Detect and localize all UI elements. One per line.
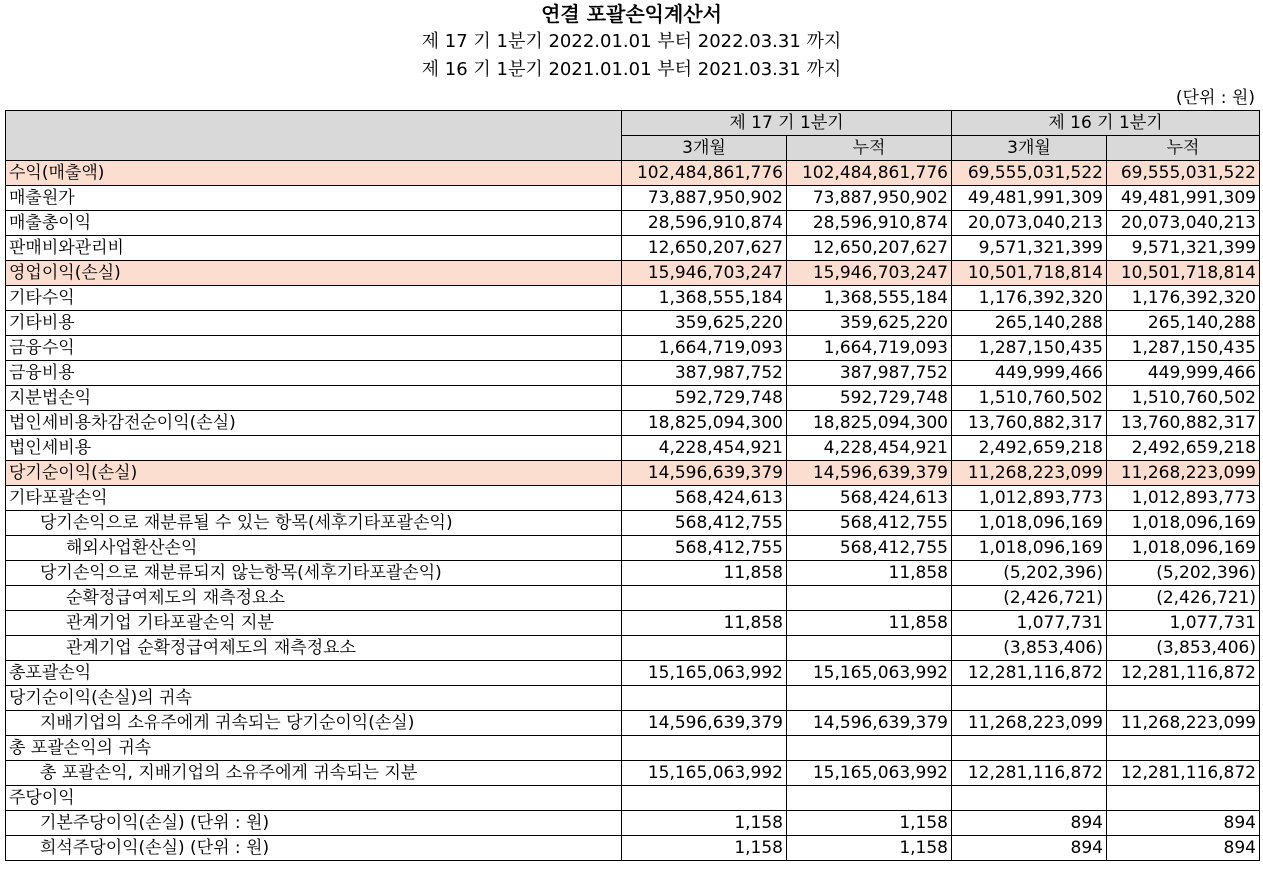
table-row [6,836,1260,861]
value-cell-col3 [952,736,1107,761]
value-cell-col4: 1,018,096,169 [1107,536,1260,561]
table-row [6,786,1260,811]
value-cell-col1: 11,858 [622,611,787,636]
value-cell-col1: 1,158 [622,811,787,836]
value-cell-col3: 1,018,096,169 [952,536,1107,561]
value-cell-col3: 20,073,040,213 [952,211,1107,236]
row-label: 수익(매출액) [6,161,622,186]
value-cell-col4: 2,492,659,218 [1107,436,1260,461]
value-cell-col2: 18,825,094,300 [787,411,952,436]
value-cell-col3: 9,571,321,399 [952,236,1107,261]
value-cell-col1: 28,596,910,874 [622,211,787,236]
table-row [6,711,1260,736]
header-cumulative-prior: 누적 [1107,136,1260,161]
value-cell-col4: 11,268,223,099 [1107,461,1260,486]
value-cell-col3: 2,492,659,218 [952,436,1107,461]
value-cell-col4: 1,287,150,435 [1107,336,1260,361]
table-row [6,236,1260,261]
period-prior: 제 16 기 1분기 2021.01.01 부터 2021.03.31 까지 [421,59,842,80]
value-cell-col3: 1,012,893,773 [952,486,1107,511]
table-row [6,586,1260,611]
value-cell-col2: 15,946,703,247 [787,261,952,286]
value-cell-col1: 15,165,063,992 [622,661,787,686]
row-label: 매출총이익 [6,211,622,236]
table-row [6,186,1260,211]
value-cell-col1: 568,412,755 [622,536,787,561]
value-cell-col4: 10,501,718,814 [1107,261,1260,286]
row-label: 법인세비용차감전순이익(손실) [6,411,622,436]
row-label: 기타수익 [6,286,622,311]
value-cell-col4: (3,853,406) [1107,636,1260,661]
value-cell-col4: 12,281,116,872 [1107,761,1260,786]
value-cell-col4: 13,760,882,317 [1107,411,1260,436]
header-row-periods [6,111,1260,136]
value-cell-col4: 12,281,116,872 [1107,661,1260,686]
row-label: 금융비용 [6,361,622,386]
table-row [6,761,1260,786]
value-cell-col1: 12,650,207,627 [622,236,787,261]
table-row [6,286,1260,311]
row-label: 기타비용 [6,311,622,336]
value-cell-col2: 11,858 [787,611,952,636]
value-cell-col4: 894 [1107,836,1260,861]
value-cell-col1 [622,786,787,811]
row-label: 기본주당이익(손실) (단위 : 원) [6,811,622,836]
value-cell-col1 [622,636,787,661]
row-label: 판매비와관리비 [6,236,622,261]
value-cell-col4: 1,012,893,773 [1107,486,1260,511]
table-row [6,736,1260,761]
row-label: 당기손익으로 재분류되지 않는항목(세후기타포괄손익) [6,561,622,586]
table-row [6,436,1260,461]
value-cell-col1: 387,987,752 [622,361,787,386]
value-cell-col4: (2,426,721) [1107,586,1260,611]
row-label: 총 포괄손익, 지배기업의 소유주에게 귀속되는 지분 [6,761,622,786]
row-label: 희석주당이익(손실) (단위 : 원) [6,836,622,861]
row-label: 매출원가 [6,186,622,211]
value-cell-col3: 1,287,150,435 [952,336,1107,361]
value-cell-col3: (2,426,721) [952,586,1107,611]
value-cell-col2 [787,736,952,761]
table-row [6,686,1260,711]
value-cell-col4 [1107,736,1260,761]
value-cell-col3: 10,501,718,814 [952,261,1107,286]
value-cell-col2: 12,650,207,627 [787,236,952,261]
value-cell-col1: 592,729,748 [622,386,787,411]
value-cell-col4 [1107,786,1260,811]
value-cell-col1: 18,825,094,300 [622,411,787,436]
table-row [6,811,1260,836]
header-3month-prior: 3개월 [952,136,1107,161]
table-row [6,386,1260,411]
value-cell-col1: 568,412,755 [622,511,787,536]
value-cell-col2: 73,887,950,902 [787,186,952,211]
value-cell-col2 [787,686,952,711]
value-cell-col3: (3,853,406) [952,636,1107,661]
row-label: 금융수익 [6,336,622,361]
value-cell-col2: 1,158 [787,811,952,836]
value-cell-col2 [787,786,952,811]
value-cell-col4: 1,077,731 [1107,611,1260,636]
value-cell-col4: 1,510,760,502 [1107,386,1260,411]
value-cell-col1: 359,625,220 [622,311,787,336]
value-cell-col4 [1107,686,1260,711]
value-cell-col1: 1,664,719,093 [622,336,787,361]
value-cell-col1: 15,946,703,247 [622,261,787,286]
statement-title: 연결 포괄손익계산서 [541,2,722,26]
value-cell-col4: 11,268,223,099 [1107,711,1260,736]
period-current: 제 17 기 1분기 2022.01.01 부터 2022.03.31 까지 [421,31,842,52]
header-period-current: 제 17 기 1분기 [622,111,952,136]
value-cell-col3: 69,555,031,522 [952,161,1107,186]
value-cell-col2: 15,165,063,992 [787,761,952,786]
value-cell-col1: 11,858 [622,561,787,586]
value-cell-col2: 568,412,755 [787,536,952,561]
table-row [6,211,1260,236]
row-label: 총 포괄손익의 귀속 [6,736,622,761]
value-cell-col3: 1,510,760,502 [952,386,1107,411]
value-cell-col4: 69,555,031,522 [1107,161,1260,186]
value-cell-col4: 9,571,321,399 [1107,236,1260,261]
value-cell-col3: 894 [952,836,1107,861]
table-row [6,261,1260,286]
value-cell-col1 [622,686,787,711]
value-cell-col4: 1,176,392,320 [1107,286,1260,311]
value-cell-col3: 265,140,288 [952,311,1107,336]
value-cell-col4: 49,481,991,309 [1107,186,1260,211]
row-label: 순확정급여제도의 재측정요소 [6,586,622,611]
value-cell-col2: 28,596,910,874 [787,211,952,236]
value-cell-col3: 1,018,096,169 [952,511,1107,536]
value-cell-col2: 592,729,748 [787,386,952,411]
value-cell-col3: 13,760,882,317 [952,411,1107,436]
value-cell-col1: 15,165,063,992 [622,761,787,786]
header-cumulative-current: 누적 [787,136,952,161]
row-label: 주당이익 [6,786,622,811]
table-row [6,536,1260,561]
table-row [6,661,1260,686]
value-cell-col3: 12,281,116,872 [952,761,1107,786]
value-cell-col3: 1,077,731 [952,611,1107,636]
row-label: 관계기업 순확정급여제도의 재측정요소 [6,636,622,661]
value-cell-col1: 14,596,639,379 [622,711,787,736]
value-cell-col4: 20,073,040,213 [1107,211,1260,236]
table-row [6,511,1260,536]
row-label: 지분법손익 [6,386,622,411]
table-row [6,611,1260,636]
table-row [6,486,1260,511]
value-cell-col3: 49,481,991,309 [952,186,1107,211]
value-cell-col1: 4,228,454,921 [622,436,787,461]
header-account-cell [6,111,622,161]
value-cell-col2: 1,158 [787,836,952,861]
income-statement-table [5,110,1260,861]
value-cell-col4: (5,202,396) [1107,561,1260,586]
row-label: 법인세비용 [6,436,622,461]
header-3month-current: 3개월 [622,136,787,161]
value-cell-col1: 14,596,639,379 [622,461,787,486]
value-cell-col4: 449,999,466 [1107,361,1260,386]
header-period-prior: 제 16 기 1분기 [952,111,1260,136]
row-label: 관계기업 기타포괄손익 지분 [6,611,622,636]
value-cell-col1: 1,368,555,184 [622,286,787,311]
value-cell-col2: 102,484,861,776 [787,161,952,186]
value-cell-col2 [787,586,952,611]
value-cell-col3 [952,686,1107,711]
row-label: 총포괄손익 [6,661,622,686]
value-cell-col2: 1,664,719,093 [787,336,952,361]
row-label: 당기순이익(손실)의 귀속 [6,686,622,711]
row-label: 영업이익(손실) [6,261,622,286]
row-label: 지배기업의 소유주에게 귀속되는 당기순이익(손실) [6,711,622,736]
value-cell-col1: 1,158 [622,836,787,861]
value-cell-col2: 4,228,454,921 [787,436,952,461]
value-cell-col4: 894 [1107,811,1260,836]
row-label: 해외사업환산손익 [6,536,622,561]
value-cell-col1 [622,586,787,611]
row-label: 당기순이익(손실) [6,461,622,486]
table-row [6,461,1260,486]
table-row [6,411,1260,436]
table-row [6,561,1260,586]
table-row [6,336,1260,361]
row-label: 기타포괄손익 [6,486,622,511]
unit-label: (단위 : 원) [1175,88,1255,108]
value-cell-col2: 11,858 [787,561,952,586]
table-row [6,161,1260,186]
statement-body [6,161,1260,861]
value-cell-col3: 11,268,223,099 [952,461,1107,486]
value-cell-col1: 568,424,613 [622,486,787,511]
value-cell-col3: 449,999,466 [952,361,1107,386]
value-cell-col2 [787,636,952,661]
value-cell-col3 [952,786,1107,811]
value-cell-col2: 359,625,220 [787,311,952,336]
value-cell-col1: 73,887,950,902 [622,186,787,211]
value-cell-col3: 1,176,392,320 [952,286,1107,311]
value-cell-col3: (5,202,396) [952,561,1107,586]
row-label: 당기손익으로 재분류될 수 있는 항목(세후기타포괄손익) [6,511,622,536]
value-cell-col1 [622,736,787,761]
table-row [6,311,1260,336]
value-cell-col2: 14,596,639,379 [787,711,952,736]
table-row [6,361,1260,386]
value-cell-col1: 102,484,861,776 [622,161,787,186]
value-cell-col2: 568,424,613 [787,486,952,511]
value-cell-col4: 265,140,288 [1107,311,1260,336]
value-cell-col2: 387,987,752 [787,361,952,386]
value-cell-col3: 894 [952,811,1107,836]
value-cell-col4: 1,018,096,169 [1107,511,1260,536]
value-cell-col2: 568,412,755 [787,511,952,536]
value-cell-col3: 11,268,223,099 [952,711,1107,736]
value-cell-col3: 12,281,116,872 [952,661,1107,686]
table-row [6,636,1260,661]
value-cell-col2: 14,596,639,379 [787,461,952,486]
value-cell-col2: 1,368,555,184 [787,286,952,311]
value-cell-col2: 15,165,063,992 [787,661,952,686]
